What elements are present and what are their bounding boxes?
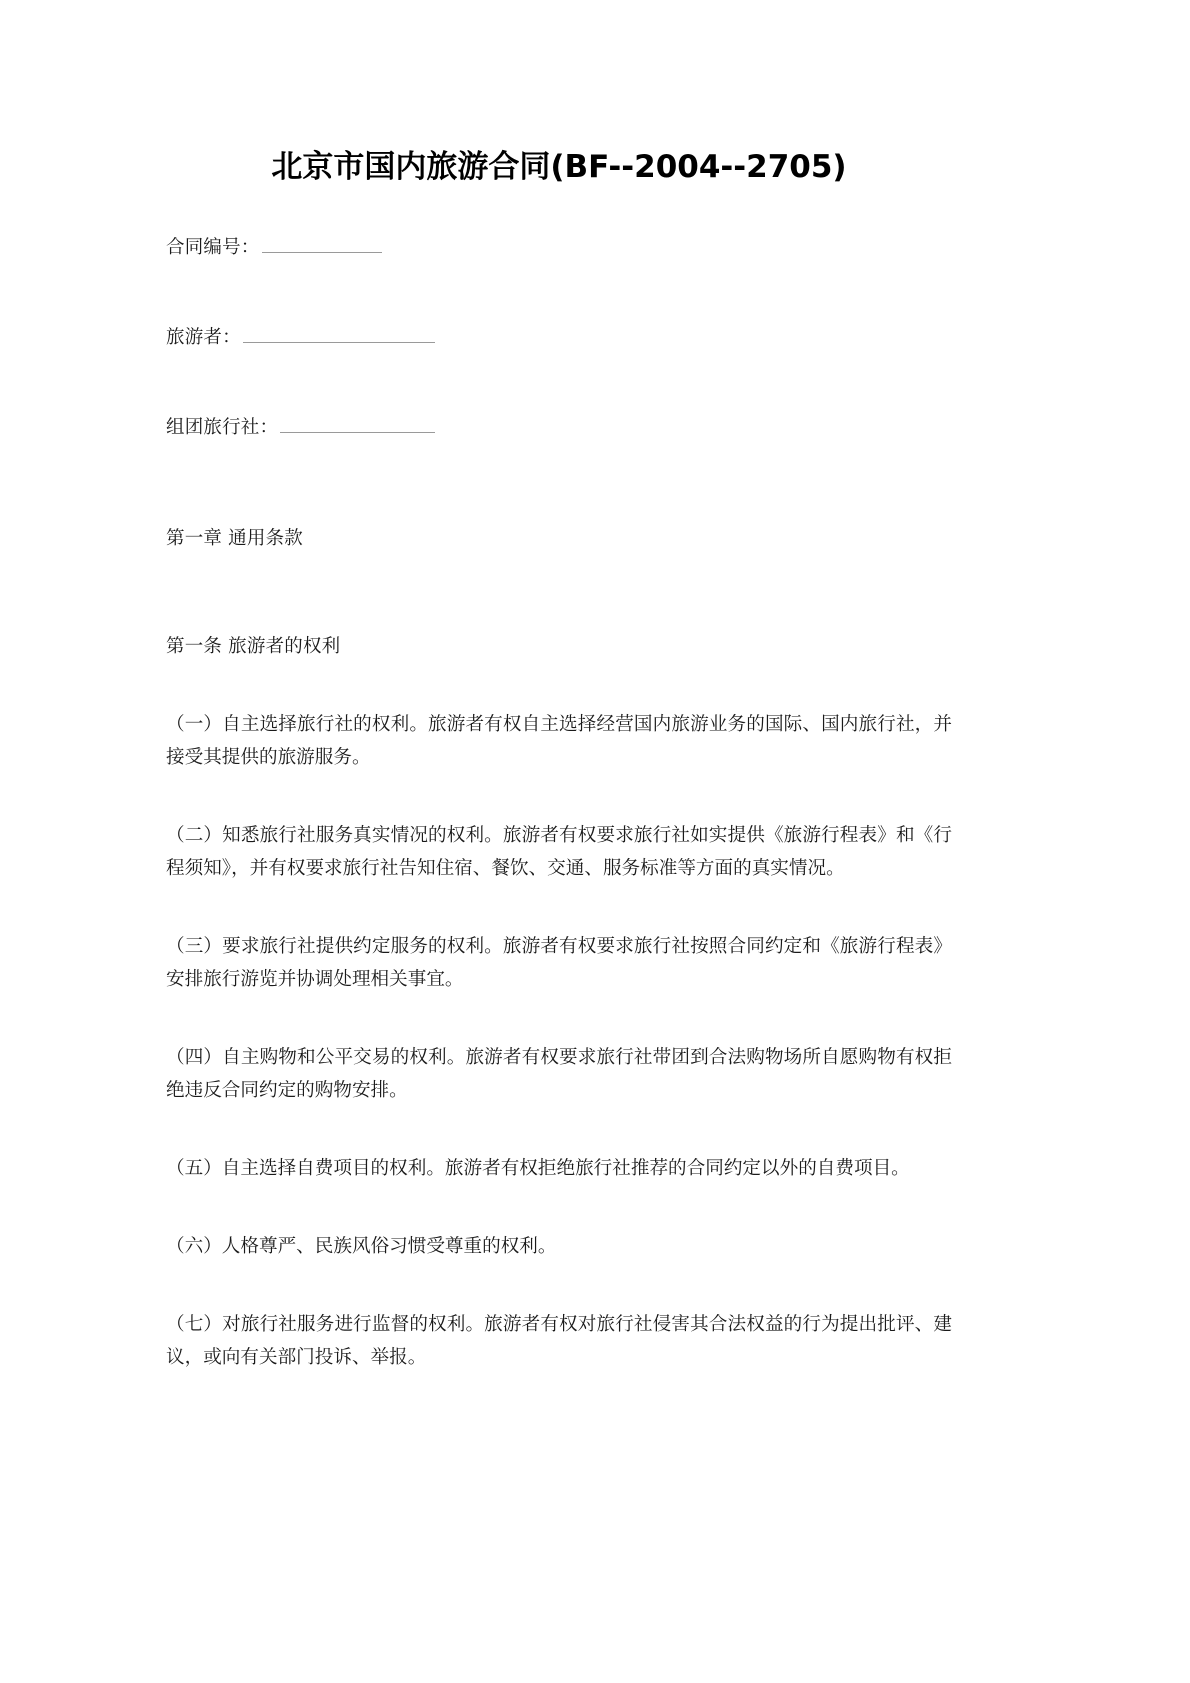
field-contract-number [166,234,952,262]
field-contract-number-input[interactable] [262,234,382,253]
field-travel-agency-label: 组团旅行社： [166,417,279,439]
field-traveler-label: 旅游者： [166,326,241,348]
article-heading: 第一条 旅游者的权利 [166,635,341,657]
field-travel-agency-input[interactable] [280,415,435,434]
field-travel-agency [166,414,952,442]
field-traveler-input[interactable] [243,324,435,343]
clause-paragraph: （二）知悉旅行社服务真实情况的权利。旅游者有权要求旅行社如实提供《旅游行程表》和《行程须知》，并有权要求旅行社告知住宿、餐饮、交通、服务标准等方面的真实情况。 [166,824,952,879]
chapter-heading: 第一章 通用条款 [166,528,303,549]
clause-paragraph: （四）自主购物和公平交易的权利。旅游者有权要求旅行社带团到合法购物场所自愿购物有权拒绝违反合同约定的购物安排。 [166,1046,952,1101]
clause-paragraph: （一）自主选择旅行社的权利。旅游者有权自主选择经营国内旅游业务的国际、国内旅行社，并接受其提供的旅游服务。 [166,713,952,768]
field-contract-number-label: 合同编号： [166,236,260,258]
clause-paragraph: （五）自主选择自费项目的权利。旅游者有权拒绝旅行社推荐的合同约定以外的自费项目。 [166,1157,910,1179]
page-title: 北京市国内旅游合同(BF--2004--2705) [271,149,847,185]
clause-paragraph: （七）对旅行社服务进行监督的权利。旅游者有权对旅行社侵害其合法权益的行为提出批评、建议，或向有关部门投诉、举报。 [166,1313,952,1368]
clause-paragraph: （三）要求旅行社提供约定服务的权利。旅游者有权要求旅行社按照合同约定和《旅游行程表》安排旅行游览并协调处理相关事宜。 [166,935,952,990]
document-content [166,0,952,1392]
field-traveler [166,324,952,352]
clause-paragraph: （六）人格尊严、民族风俗习惯受尊重的权利。 [166,1235,557,1257]
